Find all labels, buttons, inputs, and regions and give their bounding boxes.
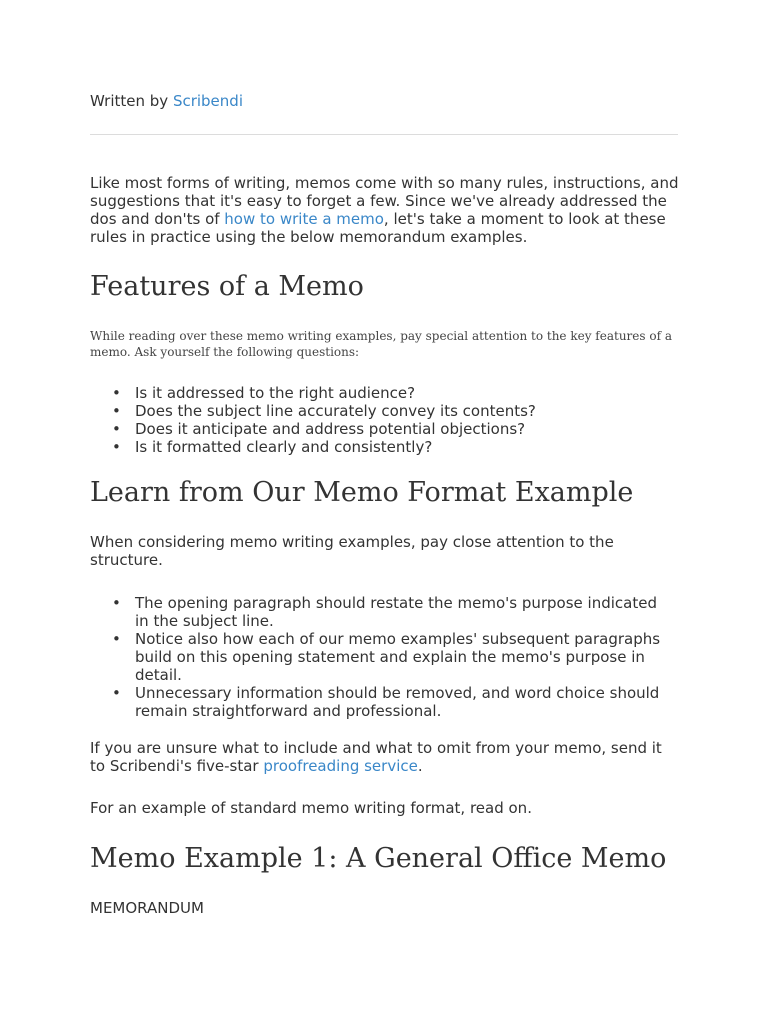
example1-heading: Memo Example 1: A General Office Memo bbox=[90, 843, 667, 874]
read-on-paragraph: For an example of standard memo writing format, read on. bbox=[90, 799, 532, 817]
proofreading-service-link[interactable]: proofreading service bbox=[263, 757, 418, 775]
byline-prefix: Written by bbox=[90, 92, 173, 110]
list-item: • Notice also how each of our memo examples' subsequent paragraphs build on this opening statement and explain the memo's purpose in detail. bbox=[90, 630, 680, 684]
byline bbox=[90, 92, 243, 110]
intro-text-after: , let's take a moment to look at these rules in practice using the below memorandum examples. bbox=[90, 210, 666, 246]
intro-text-before: Like most forms of writing, memos come with so many rules, instructions, and suggestions that it's easy to forget a few. Since we've already addressed the dos and don'ts of bbox=[90, 174, 679, 228]
author-link[interactable]: Scribendi bbox=[172, 92, 243, 110]
unsure-paragraph bbox=[90, 739, 680, 775]
intro-paragraph bbox=[90, 174, 680, 246]
features-heading: Features of a Memo bbox=[90, 271, 364, 302]
unsure-text-before: If you are unsure what to include and what to omit from your memo, send it to Scribendi's five-star bbox=[90, 739, 662, 775]
format-lead: When considering memo writing examples, pay close attention to the structure. bbox=[90, 533, 614, 569]
list-item: • Is it addressed to the right audience? bbox=[90, 384, 680, 402]
divider bbox=[90, 134, 678, 135]
features-lead: While reading over these memo writing examples, pay special attention to the key features of a memo. Ask yourself the following questions: bbox=[90, 329, 672, 359]
structure-list bbox=[90, 594, 680, 720]
list-item: • Does the subject line accurately convey its contents? bbox=[90, 402, 680, 420]
how-to-write-memo-link[interactable]: how to write a memo bbox=[224, 210, 384, 228]
list-item: • The opening paragraph should restate the memo's purpose indicated in the subject line. bbox=[90, 594, 680, 630]
unsure-text-after: . bbox=[417, 757, 423, 775]
list-item: • Does it anticipate and address potential objections? bbox=[90, 420, 680, 438]
format-heading: Learn from Our Memo Format Example bbox=[90, 477, 634, 508]
memorandum-label: MEMORANDUM bbox=[90, 899, 204, 917]
list-item: • Unnecessary information should be removed, and word choice should remain straightforward and professional. bbox=[90, 684, 680, 720]
list-item: • Is it formatted clearly and consistently? bbox=[90, 438, 680, 456]
questions-list bbox=[90, 384, 680, 456]
